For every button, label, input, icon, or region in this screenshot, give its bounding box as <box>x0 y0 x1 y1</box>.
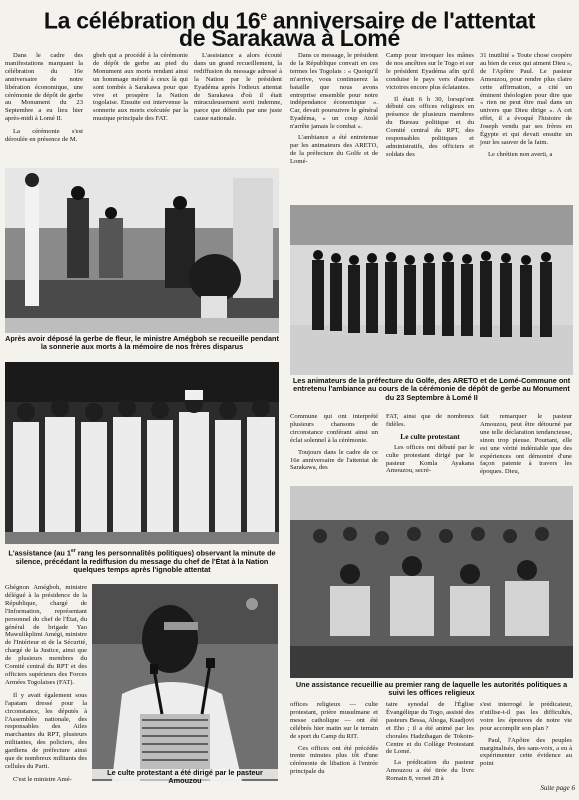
caption-photo-animateurs: Les animateurs de la préfecture du Golfe, des ARETO et de Lomé-Commune ont entretenu l'ambiance au cours de la cérémonie de dépôt de gerbe au Monument du 23 Septembre à Lomé II <box>292 376 571 402</box>
article-column-5: Camp pour invoquer les mânes de nos ancêtres sur le Togo et sur le président Eyadéma afin qu'il conduise le pays vers d'autres victoires encore plus éclatantes. Il était 6 h 30, lorsqu'ont débuté ces offices religieux en présence de plusieurs membres du Bureau politique et du Comité central du RPT, des responsables politiques et administratifs, des officiers et soldats des <box>386 52 474 158</box>
article-left-column: Gbégnon Amégboh, ministre délégué à la présidence de la République, chargé de l'Information, représentant personnel du chef de l'État, du général de brigade Yao Mawulikplimi Amégi, ministre de l'Intérieur et de la Sécurité, chargé de la Justice, ainsi que de plusieurs membres du Comité central du RPT et des officiers supérieurs des Forces Armées Togolaises (FAT). Il y avait également sous l'apatam dressé pour la circonstance, les députés à l'Assemblée nationale, des responsables des Ailes marchantes du RPT, plusieurs militantes, des policiers, des gardiens de préfecture ainsi que de nombreux militants des cellules du Parti. C'est le ministre Amé- <box>5 584 87 783</box>
subheading-culte-protestant: Le culte protestant <box>400 431 460 441</box>
photo-animateurs <box>290 205 573 375</box>
article-bottom-column-1: offices religieux — culte protestant, prière musulmane et messe catholique — ont été célébrés hier matin sur le terrain de sport du Camp du RIT. Ces offices ont été précédés trente minutes plus tôt d'une cérémonie de libation à l'entrée principale du <box>290 701 378 776</box>
article-mid-column-1: Commune qui ont interprété plusieurs chansons de circonstance conférant ainsi un éclat solennel à la cérémonie. Toujours dans le cadre de ce 16e anniversaire de l'attentat de Sarakawa, des <box>290 413 378 472</box>
caption-photo-wreath: Après avoir déposé la gerbe de fleur, le ministre Amégboh se recueille pendant la sonnerie aux morts à la mémoire de nos frères disparus <box>5 334 279 352</box>
photo-wreath-laying <box>5 168 279 333</box>
article-bottom-column-3: s'est interrogé le prédicateur, n'utilise-t-il pas les difficultés, voire les épreuves de notre vie pour accomplir son plan ? Paul, l'Apôtre des peuples marginalisés, des sans-voix, a eu à expérimenter cette évidence au point <box>480 701 572 768</box>
article-column-6: 31 inutilité » Toute chose coopère au bien de ceux qui aiment Dieu », de l'Apôtre Paul. Le pasteur Amouzou, pour rendre plus claire cette affirmation, a cité un éminent théologien pour dire que « rien ne peut être mal dans un univers que Dieu dirige ». A cet effet, il a évoqué l'histoire de Joseph vendu par ses frères en Égypte et qui devait ensuite un jour les sauver de la faim. Le chrétien non averti, a <box>480 52 572 158</box>
article-column-4: Dans ce message, le président de la République convait en ces termes les Togolais : « Quoiqu'il m'arrive, vous continuerez la bataille que nous avons entreprise ensemble pour notre indépendance économique ». Car, devait poursuivre le général Eyadéma, « un coup Atolé n'arrête jamais le combat ». L'ambiance a été entretenue par les animateurs des ARETO, de la préfecture du Golfe et de Lomé- <box>290 52 378 165</box>
caption-photo-pastor: Le culte protestant a été dirigé par le pasteur Amouzou <box>92 769 278 779</box>
photo-assembly-offices <box>290 486 573 678</box>
caption-photo-assistance: L'assistance (au 1er rang les personnalités politiques) observant la minute de silence, précédant la rediffusion du message du chef de l'État à la Nation quelques temps après l'ignoble attentat <box>8 548 276 575</box>
article-column-1: Dans le cadre des manifestations marquant la célébration du 16e anniversaire de notre libération économique, une cérémonie de dépôt de gerbe au Monument du 23 Septembre a eu lieu hier après-midi à Lomé II. La cérémonie s'est déroulée en présence de M. <box>5 52 83 144</box>
continued-note: Suite page 6 <box>540 784 575 792</box>
article-mid-column-3: fait remarquer le pasteur Amouzou, peut être détourné par une telle déclaration tendancieuse, sinon trop pieuse. Pourtant, elle est une vérité indéniable que des expériences ont démontré d'une façon patente à travers les époques. Dieu, <box>480 413 572 476</box>
article-bottom-column-2: taire synodal de l'Église Évangélique du Togo, assisté des pasteurs Bessa, Ahoga, Kuadjovi et Eho ; il a été animé par les chorales Hadzihagan de Tokoin-Centre et du Collège Protestant de Lomé. La prédication du pasteur Amouzou a été tirée du livre Romain 8, verset 28 à <box>386 701 474 783</box>
photo-pastor-amouzou <box>92 584 278 786</box>
headline-line-1: La célébration du 16e anniversaire de l'attentat <box>43 7 536 34</box>
photo-assistance-silence <box>5 362 279 544</box>
article-column-3: L'assistance a alors écouté dans un grand recueillement, la rediffusion du message adressé à la Nation par le président Eyadéma après l'odieux attentat de Sarakawa d'où il était miraculeusement sorti indemne, parce que défendu par une juste cause nationale. <box>194 52 282 123</box>
caption-photo-assembly: Une assistance recueillie au premier rang de laquelle les autorités politiques a suivi les offices religieux <box>295 680 568 698</box>
article-mid-column-2: FAT, ainsi que de nombreux fidèles. Le culte protestant Les offices ont débuté par le culte protestant dirigé par le pasteur Komla Ayakana Amouzou, secré- <box>386 413 474 475</box>
headline-line-2: de Sarakawa à Lomé <box>179 25 400 51</box>
article-column-2: gbeh qui a procédé à la cérémonie de dépôt de gerbe au pied du Monument aux morts rendant ainsi un hommage mérité à ceux là qui sont tombés à Sarakawa pour que vive et prospère la Nation togolaise. Ensuite est intervenue la sonnerie aux morts exécutée par la musique principale des FAT. <box>93 52 188 123</box>
